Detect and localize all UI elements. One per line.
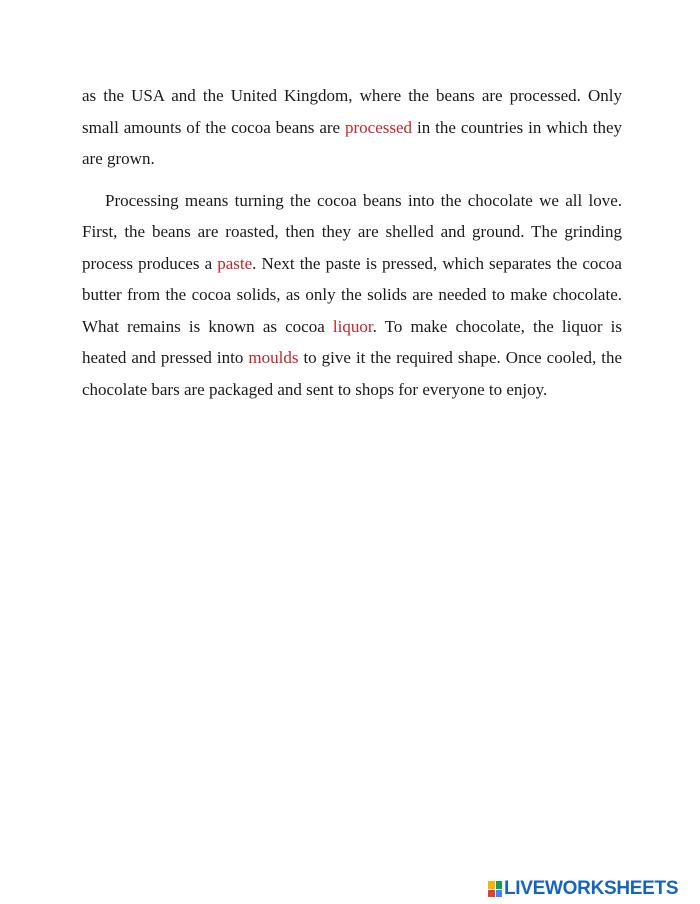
keyword-liquor: liquor (332, 316, 373, 336)
watermark-text: LIVEWORKSHEETS (504, 878, 679, 899)
text-segment: in the countries in which they are grown. (82, 117, 623, 168)
paragraph-1 (82, 80, 622, 175)
text-segment: . To make chocolate, the liquor is heated and pressed into (82, 316, 623, 367)
document-page (82, 80, 622, 405)
keyword-processed: processed (345, 117, 413, 137)
text-segment: to give it the required shape. Once cooled, the chocolate bars are packaged and sent to shops for everyone to enjoy. (82, 348, 623, 399)
liveworksheets-logo (488, 878, 678, 900)
text-segment: Processing means turning the cocoa beans into the chocolate we all love. First, the beans are roasted, then they are shelled and ground. The grinding process produces a (82, 190, 622, 273)
keyword-paste: paste (217, 253, 253, 273)
text-segment: as the USA and the United Kingdom, where the beans are processed. Only small amounts of the cocoa beans are (82, 86, 622, 137)
text-segment: . Next the paste is pressed, which separates the cocoa butter from the cocoa solids, as only the solids are needed to make chocolate. What remains is known as cocoa (82, 253, 622, 336)
keyword-moulds: moulds (248, 348, 299, 367)
liveworksheets-logo-icon (488, 881, 502, 897)
paragraph-2 (82, 185, 622, 406)
